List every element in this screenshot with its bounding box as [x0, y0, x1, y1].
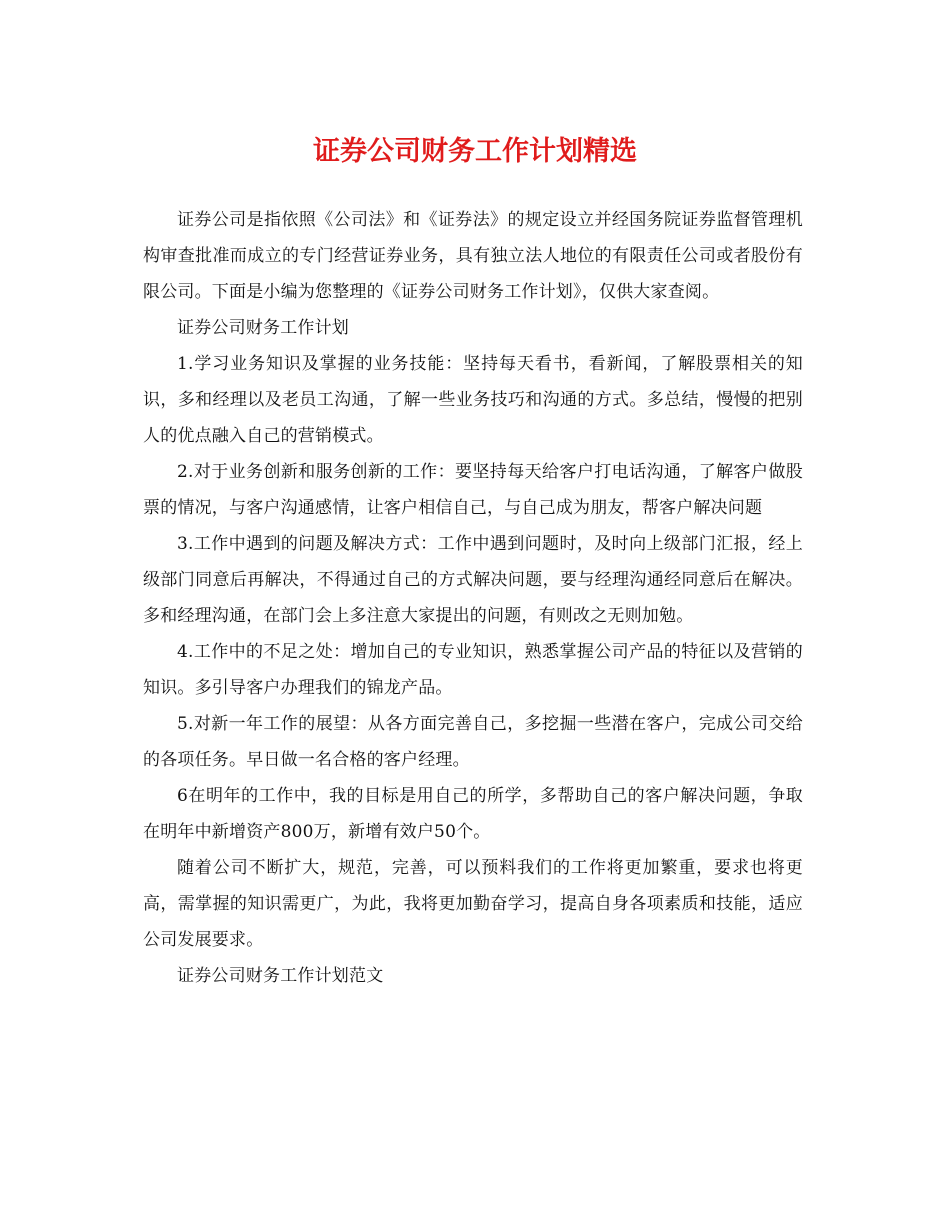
paragraph-item-2: 2.对于业务创新和服务创新的工作：要坚持每天给客户打电话沟通，了解客户做股票的情况，与客户沟通感情，让客户相信自己，与自己成为朋友，帮客户解决问题 [143, 462, 803, 518]
paragraph-item-5: 5.对新一年工作的展望：从各方面完善自己，多挖掘一些潜在客户，完成公司交给的各项任务。早日做一名合格的客户经理。 [143, 714, 803, 770]
paragraph-item-4: 4.工作中的不足之处：增加自己的专业知识，熟悉掌握公司产品的特征以及营销的知识。多引导客户办理我们的锦龙产品。 [143, 642, 803, 698]
paragraph-next-heading: 证券公司财务工作计划范文 [177, 966, 384, 986]
paragraph-item-6: 6在明年的工作中，我的目标是用自己的所学，多帮助自己的客户解决问题，争取在明年中新增资产800万，新增有效户50个。 [143, 786, 803, 842]
paragraph-item-1: 1.学习业务知识及掌握的业务技能：坚持每天看书，看新闻，了解股票相关的知识，多和经理以及老员工沟通，了解一些业务技巧和沟通的方式。多总结，慢慢的把别人的优点融入自己的营销模式。 [143, 354, 803, 446]
paragraph-conclusion: 随着公司不断扩大，规范，完善，可以预料我们的工作将更加繁重，要求也将更高，需掌握的知识需更广，为此，我将更加勤奋学习，提高自身各项素质和技能，适应公司发展要求。 [143, 858, 803, 950]
paragraph-section-heading: 证券公司财务工作计划 [177, 318, 349, 338]
document-title: 证券公司财务工作计划精选 [313, 136, 637, 167]
document-body [143, 202, 803, 994]
paragraph-intro: 证券公司是指依照《公司法》和《证券法》的规定设立并经国务院证券监督管理机构审查批准而成立的专门经营证券业务，具有独立法人地位的有限责任公司或者股份有限公司。下面是小编为您整理的《证券公司财务工作计划》，仅供大家查阅。 [143, 210, 803, 302]
paragraph-item-3: 3.工作中遇到的问题及解决方式：工作中遇到问题时，及时向上级部门汇报，经上级部门同意后再解决，不得通过自己的方式解决问题，要与经理沟通经同意后在解决。多和经理沟通，在部门会上多注意大家提出的问题，有则改之无则加勉。 [143, 534, 803, 626]
